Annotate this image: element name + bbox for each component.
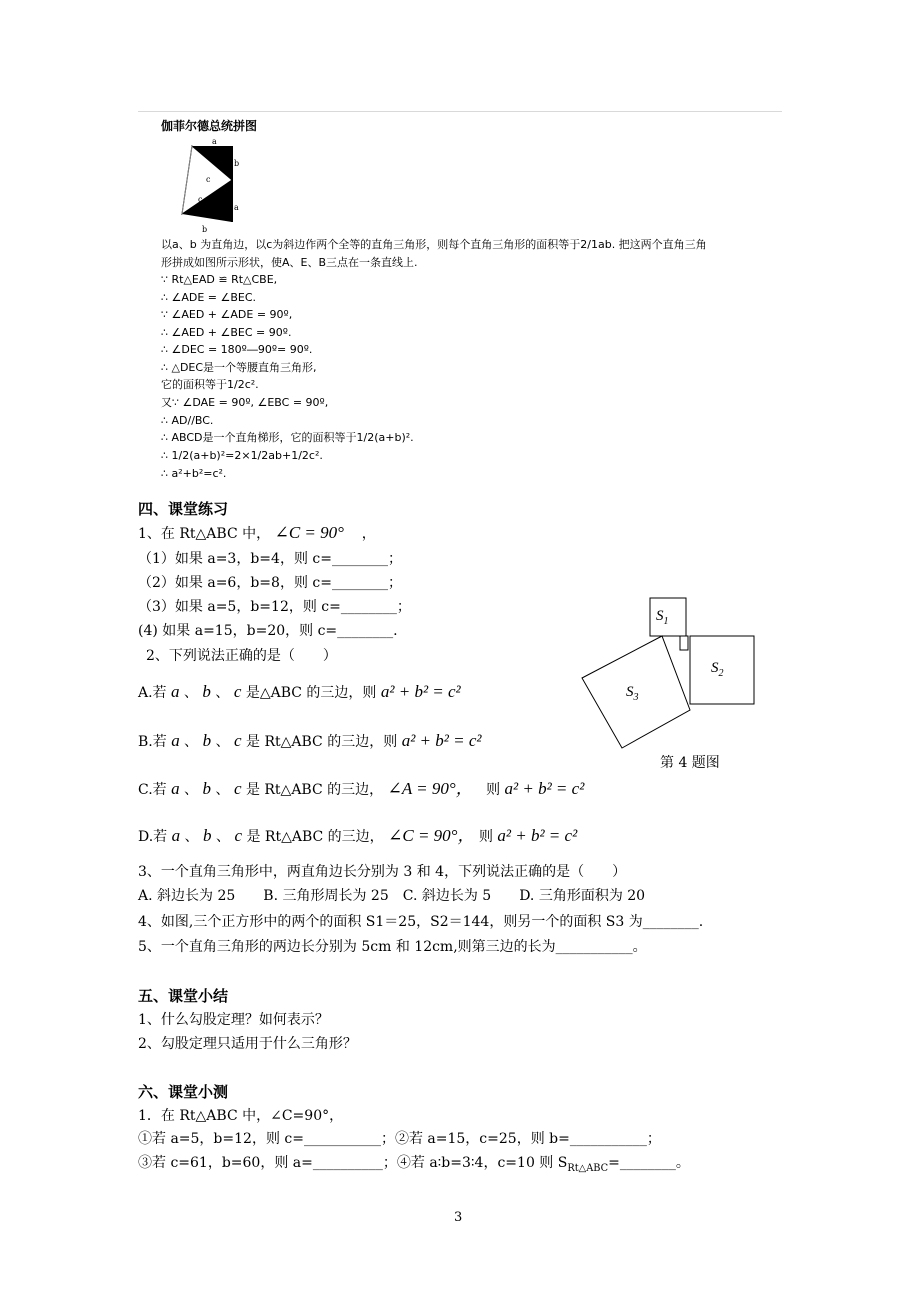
q1-item: （1）如果 a=3，b=4，则 c=________； — [138, 551, 402, 567]
q2-option-a: A.若 a 、 b 、 c 是△ABC 的三边，则 a² + b² = c² — [138, 682, 461, 701]
quiz-q1-line2: ③若 c=61，b=60，则 a=__________；④若 a∶b=3∶4，c=10 则 $S_{Rt\triangle ABC}=\_\_\_\_\_\_\_\_$。 — [138, 1155, 690, 1174]
proof-line: ∵ Rt△EAD ≌ Rt△CBE, — [161, 273, 278, 286]
proof-line: ∴ ∠DEC = 180º―90º= 90º. — [161, 343, 313, 356]
section4-heading: 四、课堂练习 — [138, 500, 229, 518]
proof-line: ∵ ∠AED + ∠ADE = 90º, — [161, 308, 293, 321]
label-a-right: a — [234, 203, 239, 212]
quiz-q1-line1: ①若 a=5，b=12，则 c=___________；②若 a=15，c=25，则 b=___________； — [138, 1131, 661, 1147]
garfield-figure — [178, 136, 248, 234]
proof-line: ∴ ∠AED + ∠BEC = 90º. — [161, 326, 292, 339]
puzzle-title: 伽菲尔德总统拼图 — [161, 119, 258, 133]
section6-heading: 六、课堂小测 — [138, 1083, 229, 1101]
q3-stem: 3、一个直角三角形中，两直角边长分别为 3 和 4，下列说法正确的是（ ） — [138, 864, 627, 880]
q2-option-c: C.若 a 、 b 、 c 是 Rt△ABC 的三边， ∠A = 90°， 则 a² + b² = c² — [138, 779, 585, 798]
label-b-bottom: b — [202, 225, 208, 234]
proof-line: ∴ 1/2(a+b)²=2×1/2ab+1/2c². — [161, 449, 323, 462]
q5: 5、一个直角三角形的两边长分别为 5cm 和 12cm,则第三边的长为___________。 — [138, 939, 647, 955]
page-number: 3 — [454, 1210, 463, 1225]
q1-stem: 1、在 Rt△ABC 中， ∠C = 90° ， — [138, 523, 376, 542]
label-b-right: b — [234, 159, 240, 168]
label-c-upper: c — [206, 175, 211, 184]
q2-stem: 2、下列说法正确的是（ ） — [146, 648, 337, 664]
label-s1: $S_1$ — [656, 608, 669, 627]
q4: 4、如图,三个正方形中的两个的面积 S1＝25，S2＝144，则另一个的面积 S3 为________. — [138, 914, 704, 930]
proof-line: ∴ ABCD是一个直角梯形，它的面积等于1/2(a+b)². — [161, 431, 414, 444]
proof-line: ∴ AD//BC. — [161, 414, 214, 427]
proof-line: 又∵ ∠DAE = 90º, ∠EBC = 90º, — [161, 396, 329, 409]
header-rule — [138, 111, 782, 112]
squares-figure — [578, 596, 768, 756]
label-a-top: a — [212, 137, 217, 146]
q1-condition: ∠C = 90° — [274, 523, 344, 542]
q2-option-d: D.若 a 、 b 、 c 是 Rt△ABC 的三边， ∠C = 90°， 则 a² + b² = c² — [138, 826, 578, 845]
proof-line: 它的面积等于1/2c². — [161, 378, 259, 391]
q3-options: A. 斜边长为 25 B. 三角形周长为 25 C. 斜边长为 5 D. 三角形面积为 20 — [138, 888, 646, 904]
label-s3: $S_3$ — [626, 684, 639, 703]
proof-line: ∴ △DEC是一个等腰直角三角形, — [161, 361, 317, 374]
section5-heading: 五、课堂小结 — [138, 987, 229, 1005]
proof-line: ∴ ∠ADE = ∠BEC. — [161, 291, 257, 304]
figure-caption: 第 4 题图 — [660, 755, 720, 771]
proof-intro-1: 以a、b 为直角边，以c为斜边作两个全等的直角三角形，则每个直角三角形的面积等于2/1ab. 把这两个直角三角 — [161, 238, 707, 251]
proof-line: ∴ a²+b²=c². — [161, 467, 227, 480]
q1-item: （3）如果 a=5，b=12，则 c=________； — [138, 599, 411, 615]
proof-intro-2: 形拼成如图所示形状，使A、E、B三点在一条直线上. — [161, 256, 418, 269]
q2-option-b: B.若 a 、 b 、 c 是 Rt△ABC 的三边，则 a² + b² = c² — [138, 731, 482, 750]
summary-item: 2、勾股定理只适用于什么三角形？ — [138, 1036, 357, 1052]
quiz-q1-stem: 1．在 Rt△ABC 中，∠C=90°， — [138, 1108, 344, 1124]
q1-item: （2）如果 a=6，b=8，则 c=________； — [138, 575, 402, 591]
label-c-lower: c — [198, 195, 203, 204]
summary-item: 1、什么勾股定理？如何表示？ — [138, 1012, 329, 1028]
q1-item: (4) 如果 a=15，b=20，则 c=________. — [138, 623, 398, 639]
label-s2: $S_2$ — [711, 660, 724, 679]
